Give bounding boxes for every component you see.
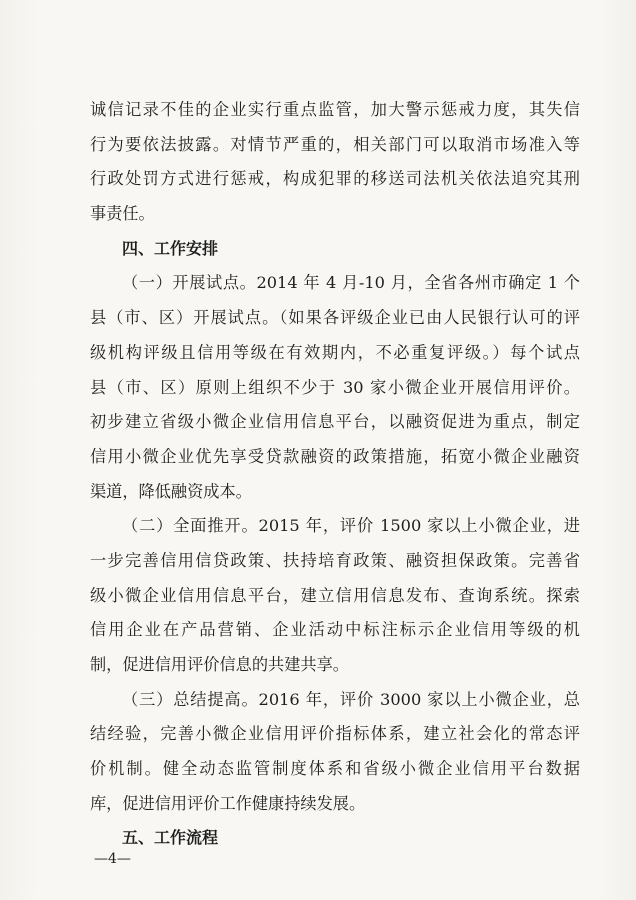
text-line: 价机制。健全动态监管制度体系和省级小微企业信用平台数据 (90, 759, 580, 779)
text-line: 县（市、区）开展试点。（如果各评级企业已由人民银行认可的评 (90, 308, 580, 328)
text-line: 渠道，降低融资成本。 (90, 481, 252, 501)
text-line: 行为要依法披露。对情节严重的，相关部门可以取消市场准入等 (90, 134, 580, 154)
section-heading: 五、工作流程 (122, 828, 219, 848)
text-line: 一步完善信用信贷政策、扶持培育政策、融资担保政策。完善省 (90, 550, 580, 570)
text-line: 诚信记录不佳的企业实行重点监管，加大警示惩戒力度，其失信 (90, 100, 580, 119)
text-line: 初步建立省级小微企业信用信息平台，以融资促进为重点，制定 (90, 412, 580, 432)
text-line: 事责任。 (90, 204, 155, 224)
text-line: 库，促进信用评价工作健康持续发展。 (90, 793, 366, 813)
text-line: 行政处罚方式进行惩戒，构成犯罪的移送司法机关依法追究其刑 (90, 169, 580, 189)
document-body (90, 93, 580, 856)
text-line: （一）开展试点。2014 年 4 月-10 月，全省各州市确定 1 个 (122, 273, 580, 293)
text-line: 结经验，完善小微企业信用评价指标体系，建立社会化的常态评 (90, 724, 580, 744)
text-line: 级机构评级且信用等级在有效期内，不必重复评级。）每个试点 (90, 342, 580, 362)
text-line: （三）总结提高。2016 年，评价 3000 家以上小微企业，总 (122, 689, 580, 709)
text-line: 信用小微企业优先享受贷款融资的政策措施，拓宽小微企业融资 (90, 446, 580, 466)
text-line: （二）全面推开。2015 年，评价 1500 家以上小微企业，进 (122, 516, 580, 536)
text-line: 信用企业在产品营销、企业活动中标注标示企业信用等级的机 (90, 620, 580, 640)
page-number: —4— (94, 851, 131, 867)
text-line: 制，促进信用评价信息的共建共享。 (90, 655, 349, 674)
text-line: 县（市、区）原则上组织不少于 30 家小微企业开展信用评价。 (90, 377, 580, 397)
text-line: 级小微企业信用信息平台，建立信用信息发布、查询系统。探索 (90, 585, 580, 605)
section-heading: 四、工作安排 (122, 238, 219, 258)
